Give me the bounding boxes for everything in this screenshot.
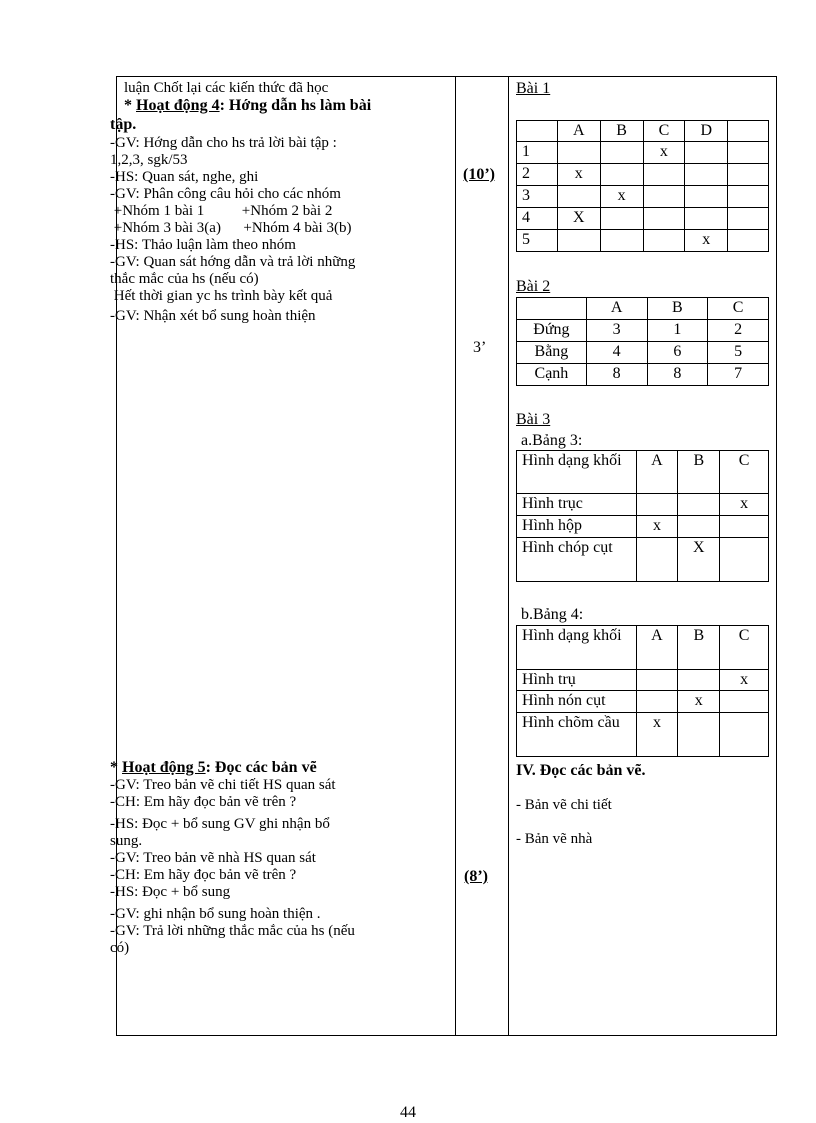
exercise-1-title: Bài 1 (516, 80, 551, 97)
section-iv-heading (516, 762, 645, 779)
table-cell: 6 (647, 342, 708, 364)
table-cell: A (557, 121, 600, 142)
table-cell: 3 (586, 320, 647, 342)
time-label-3: (8’) (464, 868, 488, 885)
text-line: 1,2,3, sgk/53 (110, 152, 188, 168)
column-divider-1 (455, 77, 456, 1035)
table-row (517, 713, 769, 757)
text-line: -GV: Quan sát hớng dẫn và trả lời những (110, 254, 356, 270)
table-row (517, 670, 769, 691)
activity-5-label: Hoạt động 5 (122, 759, 206, 776)
table-cell (728, 142, 769, 164)
text-line: -HS: Thảo luận làm theo nhóm (110, 237, 296, 253)
table-cell: x (600, 186, 643, 208)
text-line: -GV: ghi nhận bổ sung hoàn thiện . (110, 906, 321, 922)
page-number: 44 (400, 1104, 416, 1121)
table-cell: Đứng (517, 320, 587, 342)
text-line: +Nhóm 3 bài 3(a) +Nhóm 4 bài 3(b) (110, 220, 352, 236)
table-cell: C (720, 626, 769, 670)
text-line: -HS: Đọc + bổ sung GV ghi nhận bổ (110, 816, 330, 832)
table-cell: 5 (517, 230, 558, 252)
table-row (517, 320, 769, 342)
text-line: có) (110, 940, 130, 956)
table-cell: C (708, 298, 769, 320)
exercise-3-title: Bài 3 (516, 411, 551, 428)
table-row (517, 516, 769, 538)
table-cell (678, 713, 720, 757)
table-cell (600, 164, 643, 186)
table-cell: 3 (517, 186, 558, 208)
time-label-2: 3’ (473, 339, 487, 356)
table-header-row (517, 121, 769, 142)
activity-4-title-cont: tập. (110, 116, 137, 133)
table-cell: C (643, 121, 685, 142)
table-row (517, 186, 769, 208)
text-line: sung. (110, 833, 143, 849)
table-header-row (517, 626, 769, 670)
table-cell (720, 691, 769, 713)
text-line: -HS: Quan sát, nghe, ghi (110, 169, 259, 185)
table-cell (678, 516, 720, 538)
table-cell (643, 208, 685, 230)
drawing-item-house: - Bản vẽ nhà (516, 831, 593, 847)
table-cell: Hình chóp cụt (517, 538, 637, 582)
table-cell: x (720, 670, 769, 691)
text-line: thắc mắc của hs (nếu có) (110, 271, 259, 287)
text-line: luận Chốt lại các kiến thức đã học (124, 80, 329, 96)
table-cell (600, 230, 643, 252)
table-cell: Hình trục (517, 494, 637, 516)
table-row (517, 230, 769, 252)
table-cell: B (647, 298, 708, 320)
text-line: -GV: Trả lời những thắc mắc của hs (nếu (110, 923, 355, 939)
table-row (517, 494, 769, 516)
table-cell (728, 186, 769, 208)
exercise-3b-table (516, 625, 769, 757)
activity-4-title: : Hớng dẫn hs làm bài (219, 97, 372, 114)
table-cell (557, 230, 600, 252)
table-cell: 2 (517, 164, 558, 186)
exercise-3a-table (516, 450, 769, 582)
table-cell (643, 230, 685, 252)
table-cell: Hình hộp (517, 516, 637, 538)
exercise-1-table (516, 120, 769, 252)
table-row (517, 342, 769, 364)
table-4-label: b.Bảng 4: (521, 606, 584, 623)
table-cell (685, 208, 728, 230)
activity-4-heading (124, 97, 371, 114)
table-cell: 7 (708, 364, 769, 386)
table-cell: x (557, 164, 600, 186)
table-cell: A (636, 626, 678, 670)
table-cell (720, 538, 769, 582)
table-cell: A (586, 298, 647, 320)
table-cell: x (678, 691, 720, 713)
text-line: +Nhóm 1 bài 1 +Nhóm 2 bài 2 (110, 203, 333, 219)
text-line: -GV: Nhận xét bổ sung hoàn thiện (110, 308, 316, 324)
table-cell (557, 142, 600, 164)
table-cell: D (685, 121, 728, 142)
table-cell: B (600, 121, 643, 142)
activity-5-star: * (110, 759, 122, 776)
table-cell: 1 (517, 142, 558, 164)
table-cell (600, 208, 643, 230)
table-cell: Cạnh (517, 364, 587, 386)
table-cell: Bằng (517, 342, 587, 364)
time-label-1: (10’) (463, 166, 495, 183)
table-cell (636, 670, 678, 691)
table-cell (728, 230, 769, 252)
text-line: -GV: Hớng dẫn cho hs trả lời bài tập : (110, 135, 337, 151)
table-cell: x (685, 230, 728, 252)
table-cell (685, 186, 728, 208)
table-header-row (517, 451, 769, 494)
table-row (517, 691, 769, 713)
table-cell: 4 (586, 342, 647, 364)
table-cell: X (678, 538, 720, 582)
table-cell (685, 142, 728, 164)
table-cell (728, 208, 769, 230)
table-cell: Hình dạng khối (517, 626, 637, 670)
table-cell: X (557, 208, 600, 230)
table-cell: 4 (517, 208, 558, 230)
table-cell: 2 (708, 320, 769, 342)
table-cell: Hình chõm cầu (517, 713, 637, 757)
text-line: -CH: Em hãy đọc bản vẽ trên ? (110, 867, 297, 883)
table-cell: 8 (586, 364, 647, 386)
section-iv-number: IV. (516, 762, 536, 779)
table-cell (636, 538, 678, 582)
table-cell: Hình trụ (517, 670, 637, 691)
table-cell (636, 691, 678, 713)
table-cell (600, 142, 643, 164)
table-cell: C (720, 451, 769, 494)
table-row (517, 364, 769, 386)
table-cell (517, 121, 558, 142)
activity-5-heading (110, 759, 317, 776)
table-row (517, 208, 769, 230)
table-cell: Hình nón cụt (517, 691, 637, 713)
text-line: -GV: Phân công câu hỏi cho các nhóm (110, 186, 341, 202)
text-line: -CH: Em hãy đọc bản vẽ trên ? (110, 794, 297, 810)
table-cell: B (678, 626, 720, 670)
exercise-2-title: Bài 2 (516, 278, 551, 295)
table-row (517, 142, 769, 164)
table-cell (636, 494, 678, 516)
exercise-2-table (516, 297, 769, 386)
table-cell (557, 186, 600, 208)
table-cell (728, 164, 769, 186)
table-cell: x (643, 142, 685, 164)
table-cell (517, 298, 587, 320)
table-cell: 5 (708, 342, 769, 364)
table-cell (720, 516, 769, 538)
table-cell: Hình dạng khối (517, 451, 637, 494)
table-cell (728, 121, 769, 142)
table-cell (643, 186, 685, 208)
drawing-item-detail: - Bản vẽ chi tiết (516, 797, 612, 813)
table-cell (685, 164, 728, 186)
table-row (517, 164, 769, 186)
text-line: -GV: Treo bản vẽ nhà HS quan sát (110, 850, 316, 866)
table-header-row (517, 298, 769, 320)
text-line: -GV: Treo bản vẽ chi tiết HS quan sát (110, 777, 336, 793)
table-cell: 8 (647, 364, 708, 386)
table-cell: x (720, 494, 769, 516)
text-line: Hết thời gian yc hs trình bày kết quả (110, 288, 333, 304)
table-cell (678, 670, 720, 691)
table-cell: B (678, 451, 720, 494)
table-row (517, 538, 769, 582)
section-iv-title: Đọc các bản vẽ. (539, 762, 646, 779)
table-3-label: a.Bảng 3: (521, 432, 583, 449)
table-cell: A (636, 451, 678, 494)
table-cell (678, 494, 720, 516)
table-cell: 1 (647, 320, 708, 342)
column-divider-2 (508, 77, 509, 1035)
table-cell: x (636, 713, 678, 757)
activity-4-star: * (124, 97, 136, 114)
text-line: -HS: Đọc + bổ sung (110, 884, 231, 900)
table-cell (720, 713, 769, 757)
activity-4-label: Hoạt động 4 (136, 97, 220, 114)
activity-5-title: : Đọc các bản vẽ (205, 759, 317, 776)
table-cell (643, 164, 685, 186)
table-cell: x (636, 516, 678, 538)
